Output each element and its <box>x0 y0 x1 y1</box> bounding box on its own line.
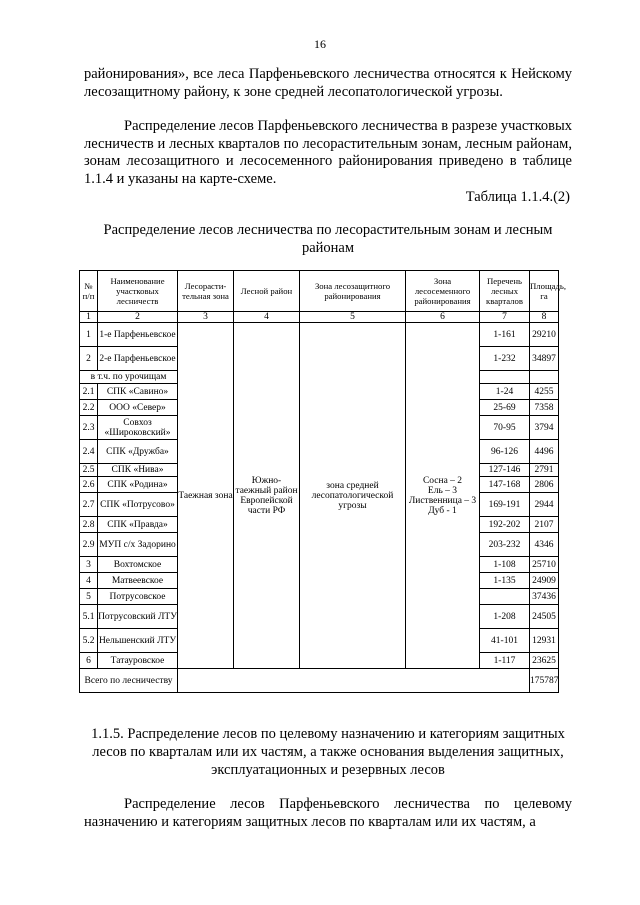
cell-name: 2-е Парфеньевское <box>98 347 178 371</box>
cell-name: СПК «Потрусово» <box>98 493 178 517</box>
cell-name: СПК «Родина» <box>98 477 178 493</box>
cell-num: 2.2 <box>80 400 98 416</box>
page-number: 16 <box>314 37 326 51</box>
cell-name: СПК «Правда» <box>98 517 178 533</box>
section-heading: 1.1.5. Распределение лесов по целевому назначению и категориям защитных лесов по кварталам или их частям, а также основания выделения защитных, эксплуатационных и резервных лесов <box>91 726 565 778</box>
cell-num: 2.9 <box>80 533 98 557</box>
cell-quarters: 1-108 <box>480 557 530 573</box>
cell-area: 34897 <box>530 347 559 371</box>
cell-quarters: 169-191 <box>480 493 530 517</box>
cell-subheader: в т.ч. по урочищам <box>80 371 178 384</box>
total-area: 175787 <box>530 669 559 693</box>
cell-num: 4 <box>80 573 98 589</box>
cell-name: Татауровское <box>98 653 178 669</box>
header-seed: Зона лесосеменного районирования <box>406 271 480 312</box>
cell-name: Вохтомское <box>98 557 178 573</box>
cell-name: Матвеевское <box>98 573 178 589</box>
header-num: № п/п <box>80 271 98 312</box>
total-empty <box>178 669 530 693</box>
total-row <box>80 669 559 693</box>
column-number: 6 <box>406 312 480 323</box>
cell-quarters: 41-101 <box>480 629 530 653</box>
cell-name: Нельшенский ЛТУ <box>98 629 178 653</box>
cell-name: СПК «Дружба» <box>98 440 178 464</box>
cell-area: 23625 <box>530 653 559 669</box>
cell-area: 4255 <box>530 384 559 400</box>
cell-area: 24909 <box>530 573 559 589</box>
cell-protection: зона средней лесопатологической угрозы <box>300 323 406 669</box>
cell-num: 1 <box>80 323 98 347</box>
table-header-row <box>80 271 559 312</box>
cell-area: 4346 <box>530 533 559 557</box>
total-label: Всего по лесничеству <box>80 669 178 693</box>
cell-area: 7358 <box>530 400 559 416</box>
cell-name: Потрусовское <box>98 589 178 605</box>
cell-quarters: 147-168 <box>480 477 530 493</box>
seed-line: Сосна – 2 <box>422 475 463 486</box>
cell-area: 4496 <box>530 440 559 464</box>
cell-region: Южно-таежный район Европейской части РФ <box>234 323 300 669</box>
cell-num: 2.3 <box>80 416 98 440</box>
cell-area: 29210 <box>530 323 559 347</box>
cell-quarters: 1-208 <box>480 605 530 629</box>
cell-quarters: 192-202 <box>480 517 530 533</box>
cell-zone: Таежная зона <box>178 323 234 669</box>
column-number: 5 <box>300 312 406 323</box>
table-row <box>80 323 559 347</box>
paragraph-purpose: Распределение лесов Парфеньевского лесничества по целевому назначению и категориям защитных лесов по кварталам или их частям, а <box>84 796 572 830</box>
cell-name: МУП с/х Задорино <box>98 533 178 557</box>
cell-quarters: 96-126 <box>480 440 530 464</box>
cell-quarters <box>480 589 530 605</box>
cell-area: 24505 <box>530 605 559 629</box>
cell-area: 2944 <box>530 493 559 517</box>
cell-area: 3794 <box>530 416 559 440</box>
cell-name: СПК «Савино» <box>98 384 178 400</box>
cell-num: 5.1 <box>80 605 98 629</box>
cell-quarters: 1-117 <box>480 653 530 669</box>
column-number: 4 <box>234 312 300 323</box>
cell-quarters: 1-232 <box>480 347 530 371</box>
seed-line: Лиственница – 3 <box>408 495 477 506</box>
cell-num: 2.7 <box>80 493 98 517</box>
cell-name: 1-е Парфеньевское <box>98 323 178 347</box>
cell-num: 2.6 <box>80 477 98 493</box>
seed-line: Ель – 3 <box>427 485 458 496</box>
cell-area: 2791 <box>530 464 559 477</box>
header-region: Лесной район <box>234 271 300 312</box>
cell-name: Потрусовский ЛТУ <box>98 605 178 629</box>
column-number-row <box>80 312 559 323</box>
column-number: 1 <box>80 312 98 323</box>
cell-quarters: 25-69 <box>480 400 530 416</box>
cell-area: 37436 <box>530 589 559 605</box>
column-number: 7 <box>480 312 530 323</box>
cell-num: 3 <box>80 557 98 573</box>
cell-quarters: 203-232 <box>480 533 530 557</box>
cell-name: СПК «Нива» <box>98 464 178 477</box>
cell-quarters <box>480 371 530 384</box>
cell-area: 2107 <box>530 517 559 533</box>
cell-num: 2 <box>80 347 98 371</box>
cell-name: ООО «Север» <box>98 400 178 416</box>
column-number: 3 <box>178 312 234 323</box>
cell-area <box>530 371 559 384</box>
cell-num: 2.5 <box>80 464 98 477</box>
header-name: Наименование участковых лесничеств <box>98 271 178 312</box>
header-quarters: Перечень лесных кварталов <box>480 271 530 312</box>
cell-name: Совхоз «Широковский» <box>98 416 178 440</box>
paragraph-intro: районирования», все леса Парфеньевского лесничества относятся к Нейскому лесозащитному району, к зоне средней лесопатологической угрозы. <box>84 66 572 100</box>
cell-area: 25710 <box>530 557 559 573</box>
header-protection: Зона лесозащитного районирования <box>300 271 406 312</box>
cell-num: 5 <box>80 589 98 605</box>
cell-area: 12931 <box>530 629 559 653</box>
header-zone: Лесорасти-тельная зона <box>178 271 234 312</box>
cell-quarters: 70-95 <box>480 416 530 440</box>
cell-num: 2.4 <box>80 440 98 464</box>
cell-num: 2.8 <box>80 517 98 533</box>
cell-num: 6 <box>80 653 98 669</box>
cell-num: 2.1 <box>80 384 98 400</box>
cell-quarters: 1-161 <box>480 323 530 347</box>
cell-quarters: 1-24 <box>480 384 530 400</box>
column-number: 8 <box>530 312 559 323</box>
header-area: Площадь, га <box>530 271 559 312</box>
column-number: 2 <box>98 312 178 323</box>
cell-quarters: 1-135 <box>480 573 530 589</box>
cell-num: 5.2 <box>80 629 98 653</box>
cell-area: 2806 <box>530 477 559 493</box>
seed-line: Дуб - 1 <box>428 505 457 516</box>
table-label: Таблица 1.1.4.(2) <box>465 189 570 205</box>
cell-seed <box>406 323 480 669</box>
table-title: Распределение лесов лесничества по лесорастительным зонам и лесным районам <box>103 222 553 256</box>
forest-distribution-table <box>79 270 567 693</box>
cell-quarters: 127-146 <box>480 464 530 477</box>
paragraph-distribution: Распределение лесов Парфеньевского лесничества в разрезе участковых лесничеств и лесных кварталов по лесорастительным зонам, лесным районам, зонам лесозащитного и лесосеменного районирования приведено в таблице 1.1.4 и указаны на карте-схеме. <box>84 118 572 187</box>
